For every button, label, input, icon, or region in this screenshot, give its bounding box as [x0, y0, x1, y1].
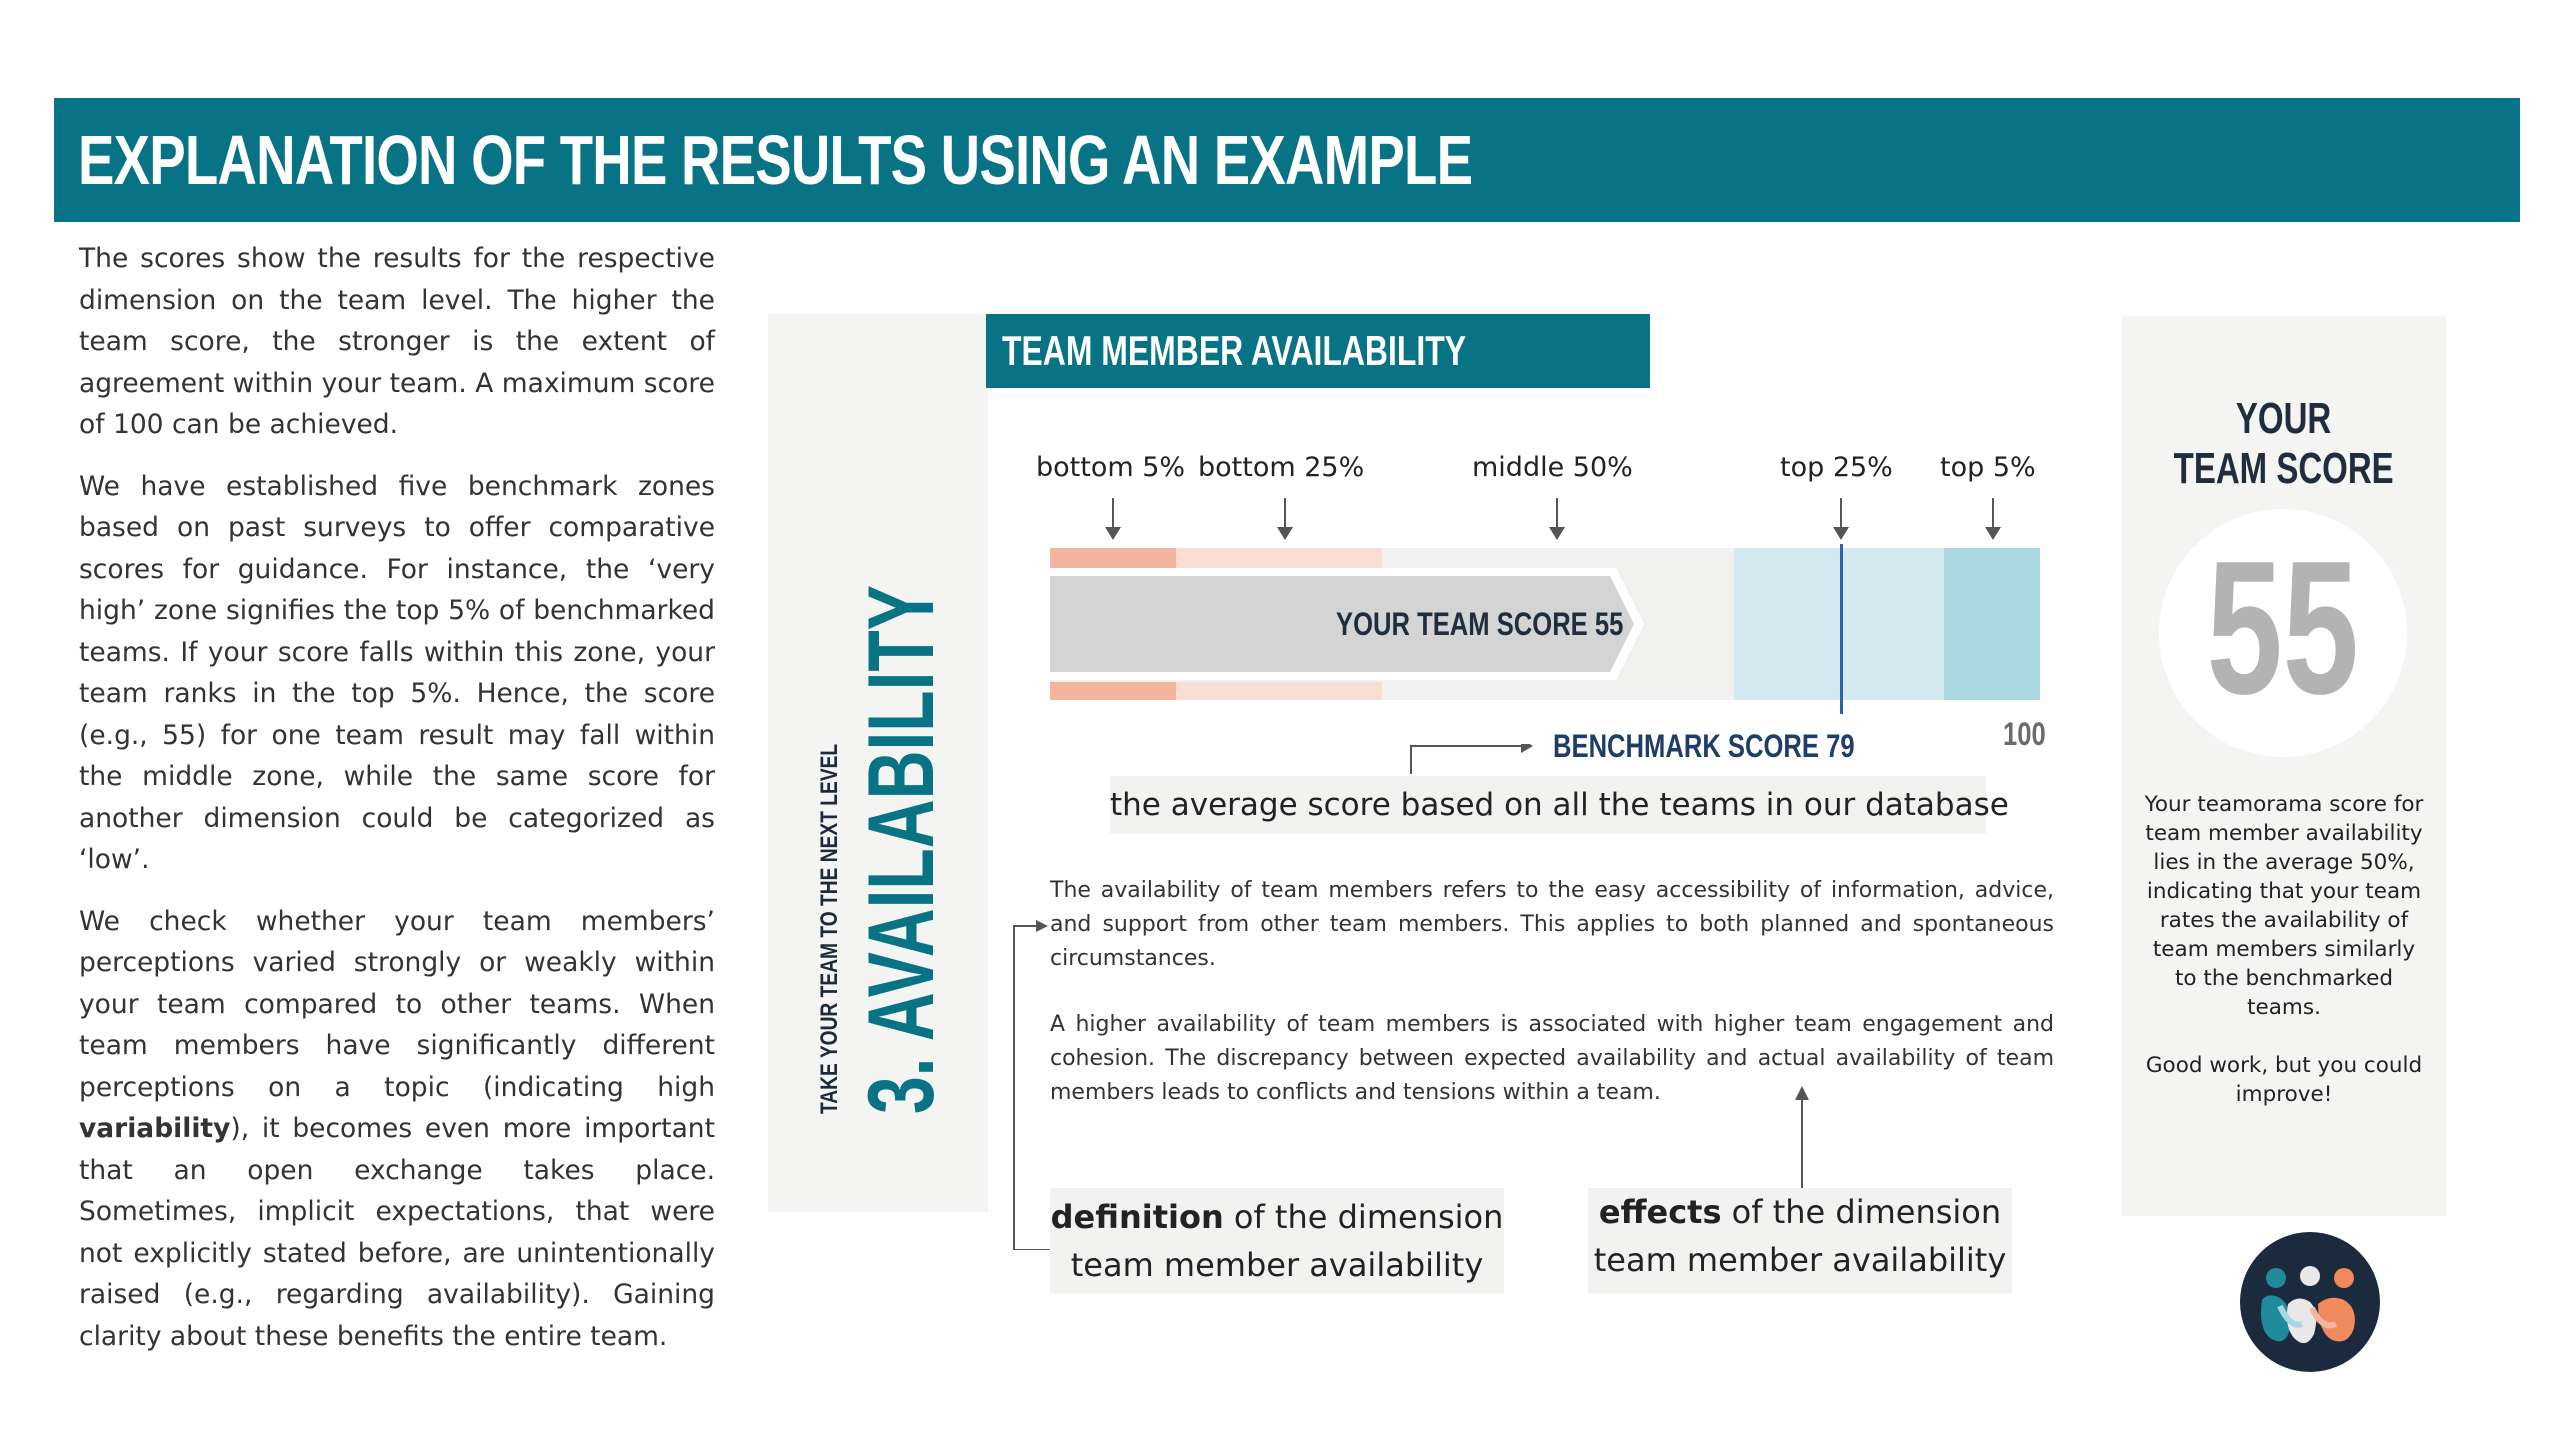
explanation-paragraph-1: The scores show the results for the respective dimension on the team level. The higher the team score, the stronger is the extent of agreement within your team. A maximum score of 100 can be achieved.: [79, 243, 715, 440]
zone-bottom25-bottom: [1176, 682, 1382, 700]
score-circle: [2159, 509, 2407, 757]
average-score-callout: the average score based on all the teams in our database: [1110, 776, 1986, 834]
definition-callout-rest: of the dimension: [1223, 1198, 1504, 1236]
team-score-description-2: Good work, but you could improve!: [2145, 1053, 2423, 1107]
definition-callout-bold: definition: [1050, 1198, 1224, 1236]
explanation-paragraph-2: We have established five benchmark zones based on past surveys to offer comparative scores for guidance. For instance, the ‘very high’ zone signifies the top 5% of benchmarked teams. If your score falls within this zone, your team ranks in the top 5%. Hence, the score (e.g., 55) for one team result may fall within the middle zone, while the same score for another dimension could be categorized as ‘low’.: [79, 470, 715, 875]
effects-text: A higher availability of team members is associated with higher team engagement and cohesion. The discrepancy between expected availability and actual availability of team members leads to conflicts and tensions within a team.: [1050, 1012, 2054, 1105]
paragraph-3-start: We check whether your team members’ perceptions varied strongly or weakly within your team compared to other teams. When team members have significantly different perceptions on a topic (indicating high: [79, 905, 715, 1103]
arrow-down-icon: [1840, 498, 1842, 538]
zone-label-bottom5: bottom 5%: [1036, 452, 1186, 483]
benchmark-marker: [1840, 544, 1843, 714]
paragraph-3-end: ), it becomes even more important that an open exchange takes place. Sometimes, implicit expectations, that were not explicitly stated before, are unintentionally raised (e.g., regarding availability). Gaining clarity about these benefits the entire team.: [79, 1113, 715, 1352]
effects-callout-bold: effects: [1598, 1193, 1722, 1231]
card-title: TEAM MEMBER AVAILABILITY: [1002, 327, 1467, 374]
zone-top5: [1944, 548, 2040, 700]
zone-label-top5: top 5%: [1940, 452, 2036, 483]
definition-callout: [1050, 1188, 1504, 1294]
definition-callout-line2: team member availability: [1070, 1246, 1484, 1284]
arrow-down-icon: [1992, 498, 1994, 538]
card-title-bar: [986, 314, 1650, 388]
zone-label-top25: top 25%: [1780, 452, 1893, 483]
team-score-heading-line1: YOUR: [2236, 394, 2332, 443]
explanation-paragraph-3: [79, 901, 715, 1358]
max-score-label: 100: [2003, 716, 2046, 752]
zone-top25: [1734, 548, 1944, 700]
arrow-up-icon: [1792, 1086, 1812, 1190]
benchmark-arrow-icon: [1409, 744, 1535, 774]
vertical-subtitle: TAKE YOUR TEAM TO THE NEXT LEVEL: [816, 743, 843, 1114]
zone-label-bottom25: bottom 25%: [1198, 452, 1365, 483]
effects-callout-rest: of the dimension: [1721, 1193, 2002, 1231]
effects-callout: [1588, 1188, 2012, 1294]
team-score-value: [2159, 523, 2407, 733]
team-score-heading: [2122, 394, 2446, 494]
teamorama-logo: [2240, 1232, 2380, 1372]
team-score-description-1: Your teamorama score for team member availability lies in the average 50%, indicating that your team rates the availability of team members similarly to the benchmarked teams.: [2144, 792, 2424, 1020]
arrow-down-icon: [1556, 498, 1558, 538]
variability-term: variability: [79, 1113, 231, 1144]
zone-bottom5-top: [1050, 548, 1176, 570]
zone-label-middle50: middle 50%: [1472, 452, 1633, 483]
team-score-number: 55: [2206, 522, 2360, 734]
team-score-panel: [2122, 316, 2446, 1216]
header-band: [54, 98, 2520, 222]
definition-text: The availability of team members refers to the easy accessibility of information, advice, and support from other team members. This applies to both planned and spontaneous circumstances.: [1050, 878, 2054, 971]
team-score-heading-line2: TEAM SCORE: [2173, 444, 2395, 493]
team-score-label: YOUR TEAM SCORE 55: [1336, 606, 1624, 642]
team-score-description: [2144, 790, 2424, 1138]
effects-callout-line2: team member availability: [1593, 1241, 2007, 1279]
page-title: EXPLANATION OF THE RESULTS USING AN EXAMPLE: [78, 121, 1473, 199]
zone-bottom25-top: [1176, 548, 1382, 570]
zone-bottom5-bottom: [1050, 682, 1176, 700]
benchmark-score-label: BENCHMARK SCORE 79: [1553, 728, 1855, 764]
vertical-title: 3. AVAILABILITY: [848, 585, 953, 1114]
explanation-text: [79, 238, 715, 1377]
definition-bracket-icon: [1012, 920, 1052, 1250]
arrow-down-icon: [1284, 498, 1286, 538]
arrow-down-icon: [1112, 498, 1114, 538]
